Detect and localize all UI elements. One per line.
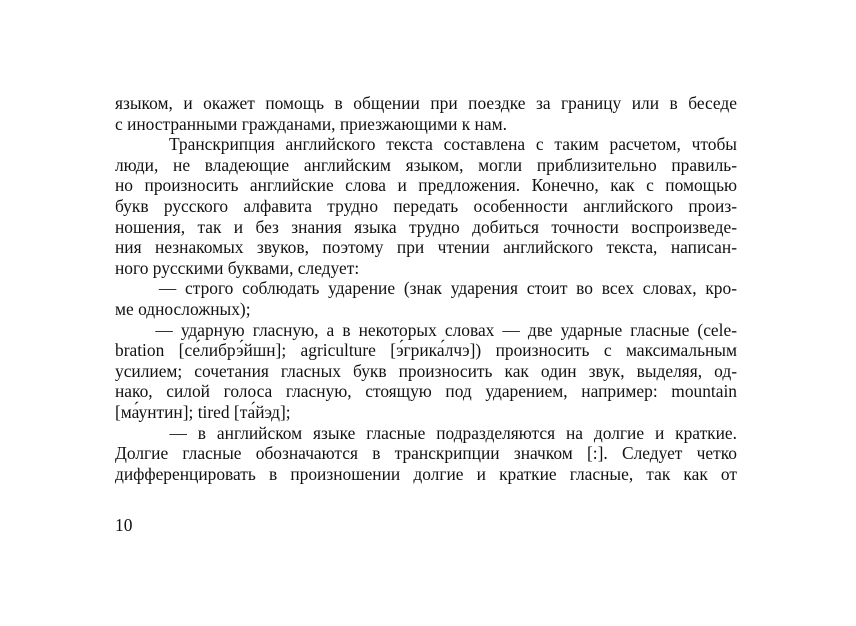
text-line: языком, и окажет помощь в общении при поездке за границу или в беседе (115, 93, 737, 113)
text-line: bration [се́либрэ́йшн]; agriculture [э́грика́лчэ]) произносить с максимальным (115, 340, 737, 361)
text-line: люди, не владеющие английским языком, могли приблизительно правиль- (115, 154, 737, 175)
text-line: с иностранными гражданами, приезжающими к нам. (115, 113, 507, 134)
page-body-text (115, 93, 737, 484)
text-line: букв русского алфавита трудно передать особенности английского произ- (115, 195, 737, 216)
text-line: дифференцировать в произношении долгие и краткие гласные, так как от (115, 463, 737, 484)
text-line: — в английском языке гласные подразделяются на долгие и краткие. (115, 422, 737, 443)
text-line: но произносить английские слова и предложения. Конечно, как с помощью (115, 175, 737, 196)
text-line: ния незнакомых звуков, поэтому при чтении английского текста, написан- (115, 237, 737, 258)
text-line: — ударную гласную, а в некоторых словах — две ударные гласные (cele- (115, 319, 737, 340)
text-line: — строго соблюдать ударение (знак ударения стоит во всех словах, кро- (115, 278, 737, 299)
text-line: нако, силой голоса гласную, стоящую под ударением, например: mountain (115, 381, 737, 402)
text-line: ного русскими буквами, следует: (115, 257, 360, 278)
text-line: усилием; сочетания гласных букв произносить как один звук, выделяя, од- (115, 360, 737, 381)
page-number: 10 (115, 515, 133, 535)
text-line: Долгие гласные обозначаются в транскрипции значком [:]. Следует четко (115, 443, 737, 464)
text-line: ношения, так и без знания языка трудно добиться точности воспроизведе- (115, 216, 737, 237)
text-line: Транскрипция английского текста составлена с таким расчетом, чтобы (115, 134, 737, 155)
text-line: [ма́унтин]; tired [та́йэд]; (115, 401, 291, 422)
text-line: ме односложных); (115, 298, 251, 319)
